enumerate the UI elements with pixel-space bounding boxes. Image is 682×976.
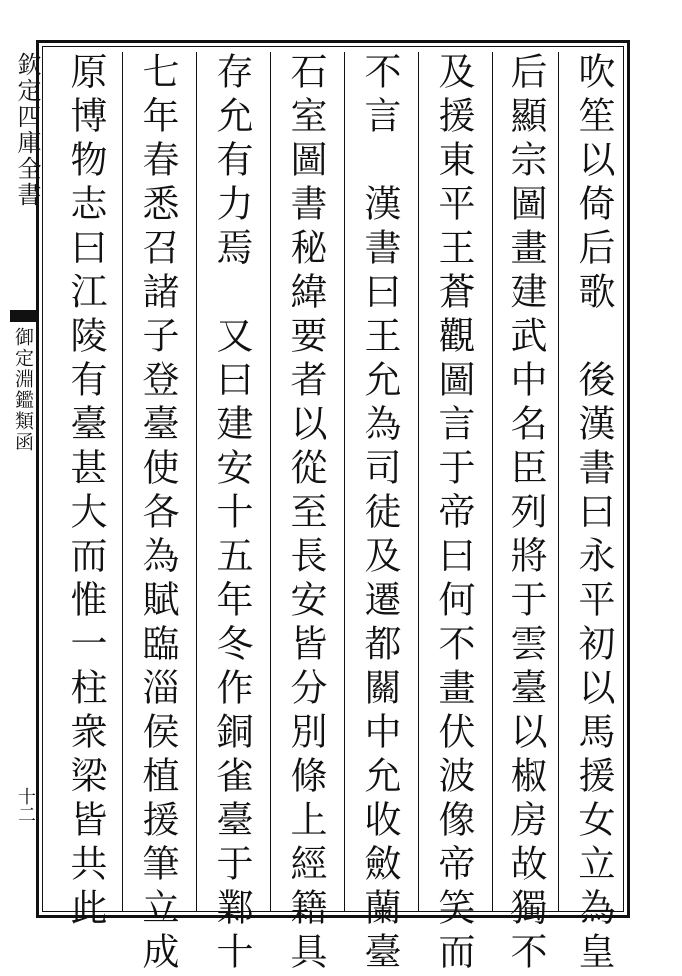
series-title: 欽定四庫全書: [13, 52, 41, 208]
text-column-3: 及援東平王蒼觀圖言于帝曰何不畫伏波像帝笑而: [432, 52, 475, 976]
book-title: 御定淵鑑類函: [12, 327, 34, 453]
column-rule: [418, 52, 419, 912]
column-rule: [270, 52, 271, 912]
text-column-7: 七年春悉召諸子登臺使各為賦臨淄侯植援筆立成: [136, 52, 179, 976]
text-column-4: 不言 漢書曰王允為司徒及遷都關中允收斂蘭臺: [358, 52, 401, 976]
column-rule: [558, 52, 559, 912]
text-column-2: 后顯宗圖畫建武中名臣列將于雲臺以椒房故獨不: [504, 52, 547, 976]
text-column-1: 吹笙以倚后歌 後漢書曰永平初以馬援女立為皇: [572, 52, 615, 976]
fishtail-mark: [10, 310, 38, 322]
column-rule: [196, 52, 197, 912]
column-rule: [344, 52, 345, 912]
column-rule: [122, 52, 123, 912]
column-rule: [492, 52, 493, 912]
text-column-8: 原博物志曰江陵有臺甚大而惟一柱衆梁皆共此: [64, 52, 107, 932]
page-number: 十二: [15, 787, 36, 823]
text-column-5: 石室圖書秘緯要者以從至長安皆分別條上經籍具: [284, 52, 327, 976]
text-column-6: 存允有力焉 又曰建安十五年冬作銅雀臺于鄴十: [210, 52, 253, 976]
margin-gutter: [10, 52, 41, 912]
